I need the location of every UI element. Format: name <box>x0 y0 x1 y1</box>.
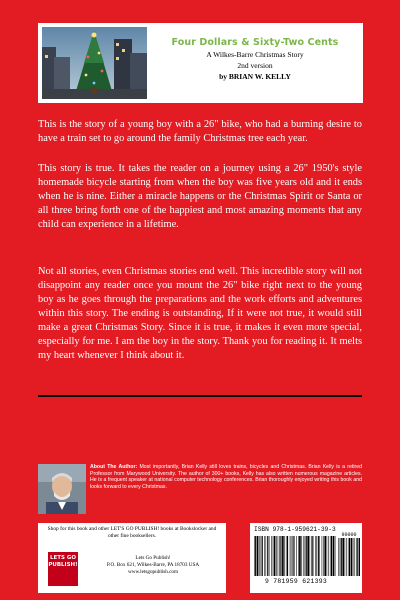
christmas-tree-photo <box>42 27 147 99</box>
barcode-bar <box>357 538 358 576</box>
barcode-bar <box>345 538 346 576</box>
publisher-address-block <box>88 555 218 575</box>
barcode-bar <box>273 536 274 576</box>
barcode-bar <box>282 536 284 576</box>
barcode-bar <box>262 536 263 576</box>
barcode-bar <box>296 536 297 576</box>
blurb-paragraph-3: Not all stories, even Christmas stories end well. This incredible story will not disappoint any reader once you mount the 26" bike right next to the young boy as he goes through the preparations and the work efforts and adventures within this story. The ending is outstanding, If it were not true, it would still make a great Christmas Story. Since it is true, it makes it even more special, especially for me. I am the boy in the story. Thank you for reading it. It melts my heart whenever I think about it. <box>38 266 362 361</box>
barcode-bar <box>322 536 323 576</box>
barcode-bar <box>290 536 291 576</box>
barcode-bar <box>266 536 267 576</box>
book-title: Four Dollars & Sixty-Two Cents <box>171 37 339 48</box>
barcode-bar <box>294 536 295 576</box>
barcode-bar <box>318 536 319 576</box>
barcode-bar <box>335 536 336 576</box>
barcode-bar <box>348 538 349 576</box>
barcode-bar <box>338 538 339 576</box>
divider-rule <box>38 395 362 397</box>
barcode-bar <box>316 536 317 576</box>
barcode-bar <box>276 536 277 576</box>
barcode-bar <box>280 536 281 576</box>
barcode-bar <box>346 538 347 576</box>
barcode-bar <box>257 536 259 576</box>
barcode-bar <box>267 536 268 576</box>
blurb-paragraph-2: This story is true. It takes the reader on a journey using a 26" 1950's style homemade bicycle starting from when the boy was five years old and it ends when he is nine. Either a miracle happens or the Christmas Spirit or Santa or all three bring forth one of the happiest and most amazing moments that any child can experience in a lifetime. <box>38 163 362 230</box>
publisher-box <box>38 523 226 593</box>
barcode-bar <box>279 536 280 576</box>
title-band <box>38 23 363 103</box>
barcode-bar <box>310 536 311 576</box>
barcode-bar <box>301 536 302 576</box>
barcode-bar <box>327 536 328 576</box>
publisher-address: P.O. Box 621, Wilkes-Barre, PA 18703 USA <box>106 561 200 568</box>
barcode-bar <box>340 538 341 576</box>
barcode-bar <box>274 536 276 576</box>
barcode-number: 9 781959 621393 <box>264 578 328 585</box>
barcode-bar <box>359 538 360 576</box>
barcode-bar <box>356 538 357 576</box>
isbn-label: ISBN 978-1-959621-39-3 <box>254 526 336 533</box>
barcode-bar <box>298 536 299 576</box>
barcode-bar <box>312 536 313 576</box>
barcode-addon-number: 90000 <box>341 532 357 538</box>
barcode-bar <box>323 536 324 576</box>
barcode-box <box>250 523 362 593</box>
barcode-bar <box>286 536 287 576</box>
blurb-paragraph-1: This is the story of a young boy with a 26" bike, who had a burning desire to have a train set to go around the family Christmas tree each year. <box>38 119 362 144</box>
barcode-bar <box>328 536 329 576</box>
addon-barcode <box>338 538 360 576</box>
publisher-website: www.letsgopublish.com <box>127 568 179 575</box>
barcode-bar <box>330 536 331 576</box>
barcode-bar <box>264 536 265 576</box>
publisher-logo: LETS GO PUBLISH! <box>48 552 78 586</box>
book-author: by BRIAN W. KELLY <box>219 72 291 81</box>
barcode-bar <box>287 536 288 576</box>
barcode-bar <box>315 536 316 576</box>
about-text: Most importantly, Brian Kelly still loves trains, bicycles and Christmas. Brian Kelly is a retired Professor from Marywood University. The author of 300+ books, Kelly has also written numerous magazine articles. He is a frequent speaker at national computer technology conferences. Brian thoroughly enjoyed writing this book and looks forward to every Christmas. <box>90 464 362 490</box>
barcode-bar <box>305 536 306 576</box>
barcode-bar <box>269 536 270 576</box>
barcode-bar <box>353 538 354 576</box>
barcode-bar <box>254 536 255 576</box>
barcode-bar <box>291 536 292 576</box>
about-the-author <box>90 464 362 490</box>
barcode-bar <box>341 538 342 576</box>
shop-text: Shop for this book and other LET'S GO PUBLISH! books at Bookslocker and other fine booksellers. <box>47 526 217 539</box>
barcode-bar <box>355 538 356 576</box>
publisher-name: Lets Go Publish! <box>135 555 171 561</box>
barcode-bar <box>331 536 332 576</box>
book-version: 2nd version <box>237 61 273 70</box>
barcode-bar <box>271 536 272 576</box>
barcode-bar <box>324 536 326 576</box>
book-subtitle: A Wilkes-Barre Christmas Story <box>206 50 304 59</box>
barcode-bar <box>333 536 335 576</box>
barcode-bar <box>284 536 285 576</box>
title-block <box>150 27 360 99</box>
about-heading: About The Author: <box>90 464 138 470</box>
ean-barcode <box>254 536 336 576</box>
barcode-bar <box>342 538 344 576</box>
barcode-bar <box>306 536 307 576</box>
barcode-bar <box>349 538 350 576</box>
barcode-bar <box>259 536 260 576</box>
barcode-bar <box>293 536 294 576</box>
barcode-bar <box>255 536 256 576</box>
barcode-bar <box>261 536 262 576</box>
barcode-bar <box>303 536 304 576</box>
barcode-bar <box>351 538 353 576</box>
barcode-bar <box>278 536 279 576</box>
barcode-bar <box>307 536 309 576</box>
author-photo <box>38 464 86 514</box>
barcode-bar <box>311 536 312 576</box>
barcode-bar <box>319 536 320 576</box>
barcode-bar <box>299 536 301 576</box>
